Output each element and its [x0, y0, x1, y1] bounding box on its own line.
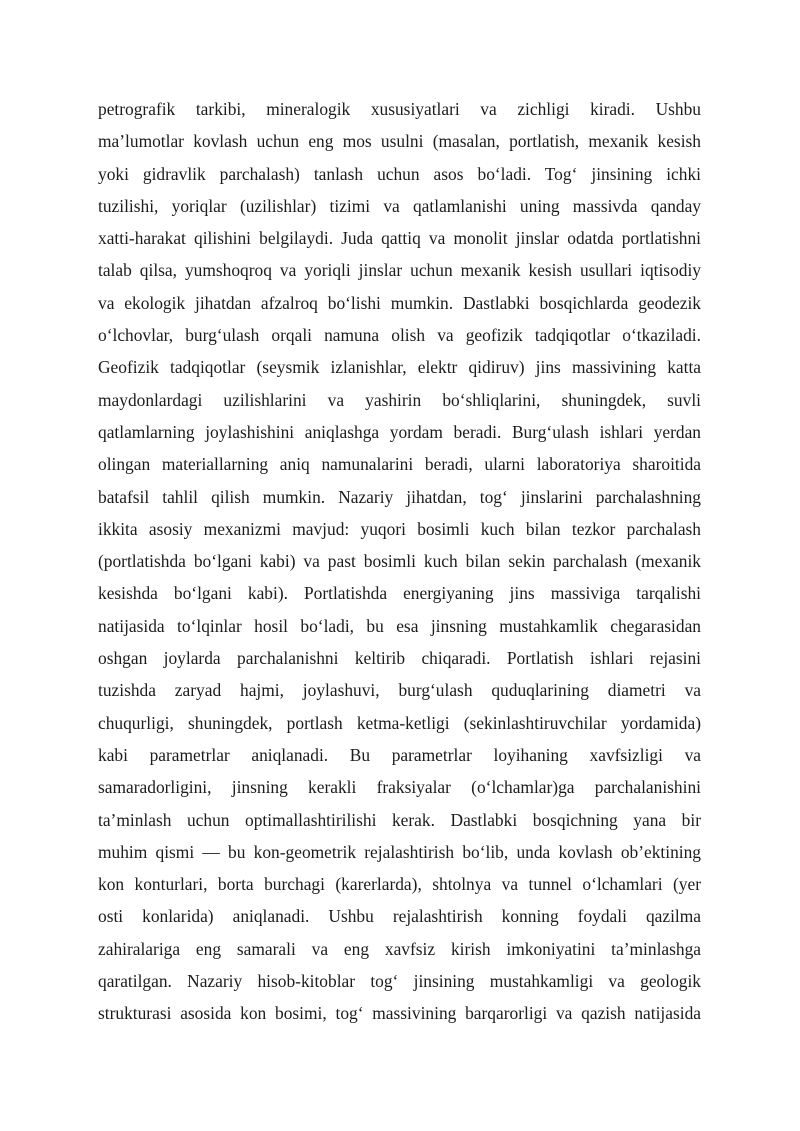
text-line: tuzilishi, yoriqlar (uzilishlar) tizimi va qatlamlanishi uning massivda qanday — [98, 195, 701, 216]
text-line: oshgan joylarda parchalanishni keltirib chiqaradi. Portlatish ishlari rejasini — [98, 648, 701, 669]
text-line: qaratilgan. Nazariy hisob-kitoblar tog‘ jinsining mustahkamligi va geologik — [98, 971, 701, 992]
text-line: yoki gidravlik parchalash) tanlash uchun asos bo‘ladi. Tog‘ jinsining ichki — [98, 163, 701, 184]
text-line: maydonlardagi uzilishlarini va yashirin bo‘shliqlarini, shuningdek, suvli — [98, 389, 701, 410]
text-line: talab qilsa, yumshoqroq va yoriqli jinslar uchun mexanik kesish usullari iqtisodiy — [98, 260, 701, 281]
text-line: batafsil tahlil qilish mumkin. Nazariy jihatdan, tog‘ jinslarini parchalashning — [98, 486, 701, 507]
text-line: kesishda bo‘lgani kabi). Portlatishda energiyaning jins massiviga tarqalishi — [98, 583, 701, 604]
text-line: chuqurligi, shuningdek, portlash ketma-ketligi (sekinlashtiruvchilar yordamida) — [98, 712, 701, 733]
text-line: Geofizik tadqiqotlar (seysmik izlanishlar, elektr qidiruv) jins massivining katta — [98, 357, 701, 378]
text-line: strukturasi asosida kon bosimi, tog‘ massivining barqarorligi va qazish natijasida — [98, 1003, 701, 1024]
text-line: (portlatishda bo‘lgani kabi) va past bosimli kuch bilan sekin parchalash (mexanik — [98, 551, 701, 572]
text-line: ta’minlash uchun optimallashtirilishi kerak. Dastlabki bosqichning yana bir — [98, 809, 701, 830]
text-line: zahiralariga eng samarali va eng xavfsiz kirish imkoniyatini ta’minlashga — [98, 938, 701, 959]
body-paragraph — [98, 93, 701, 1030]
text-line: osti konlarida) aniqlanadi. Ushbu rejalashtirish konning foydali qazilma — [98, 906, 701, 927]
text-line: qatlamlarning joylashishini aniqlashga yordam beradi. Burg‘ulash ishlari yerdan — [98, 421, 701, 442]
text-line: olingan materiallarning aniq namunalarini beradi, ularni laboratoriya sharoitida — [98, 454, 701, 475]
text-line: tuzishda zaryad hajmi, joylashuvi, burg‘ulash quduqlarining diametri va — [98, 680, 701, 701]
text-line: samaradorligini, jinsning kerakli fraksiyalar (o‘lchamlar)ga parchalanishini — [98, 777, 701, 798]
text-line: muhim qismi — bu kon-geometrik rejalashtirish bo‘lib, unda kovlash ob’ektining — [98, 841, 701, 862]
text-line: natijasida to‘lqinlar hosil bo‘ladi, bu esa jinsning mustahkamlik chegarasidan — [98, 615, 701, 636]
text-line: xatti-harakat qilishini belgilaydi. Juda qattiq va monolit jinslar odatda portlatishni — [98, 228, 701, 249]
text-line: ikkita asosiy mexanizmi mavjud: yuqori bosimli kuch bilan tezkor parchalash — [98, 518, 701, 539]
text-line: o‘lchovlar, burg‘ulash orqali namuna olish va geofizik tadqiqotlar o‘tkaziladi. — [98, 325, 701, 346]
text-line: ma’lumotlar kovlash uchun eng mos usulni (masalan, portlatish, mexanik kesish — [98, 131, 701, 152]
text-line: va ekologik jihatdan afzalroq bo‘lishi mumkin. Dastlabki bosqichlarda geodezik — [98, 292, 701, 313]
text-line: petrografik tarkibi, mineralogik xususiyatlari va zichligi kiradi. Ushbu — [98, 99, 701, 119]
text-line: kon konturlari, borta burchagi (karerlarda), shtolnya va tunnel o‘lchamlari (yer — [98, 874, 701, 895]
text-line: kabi parametrlar aniqlanadi. Bu parametrlar loyihaning xavfsizligi va — [98, 744, 701, 765]
